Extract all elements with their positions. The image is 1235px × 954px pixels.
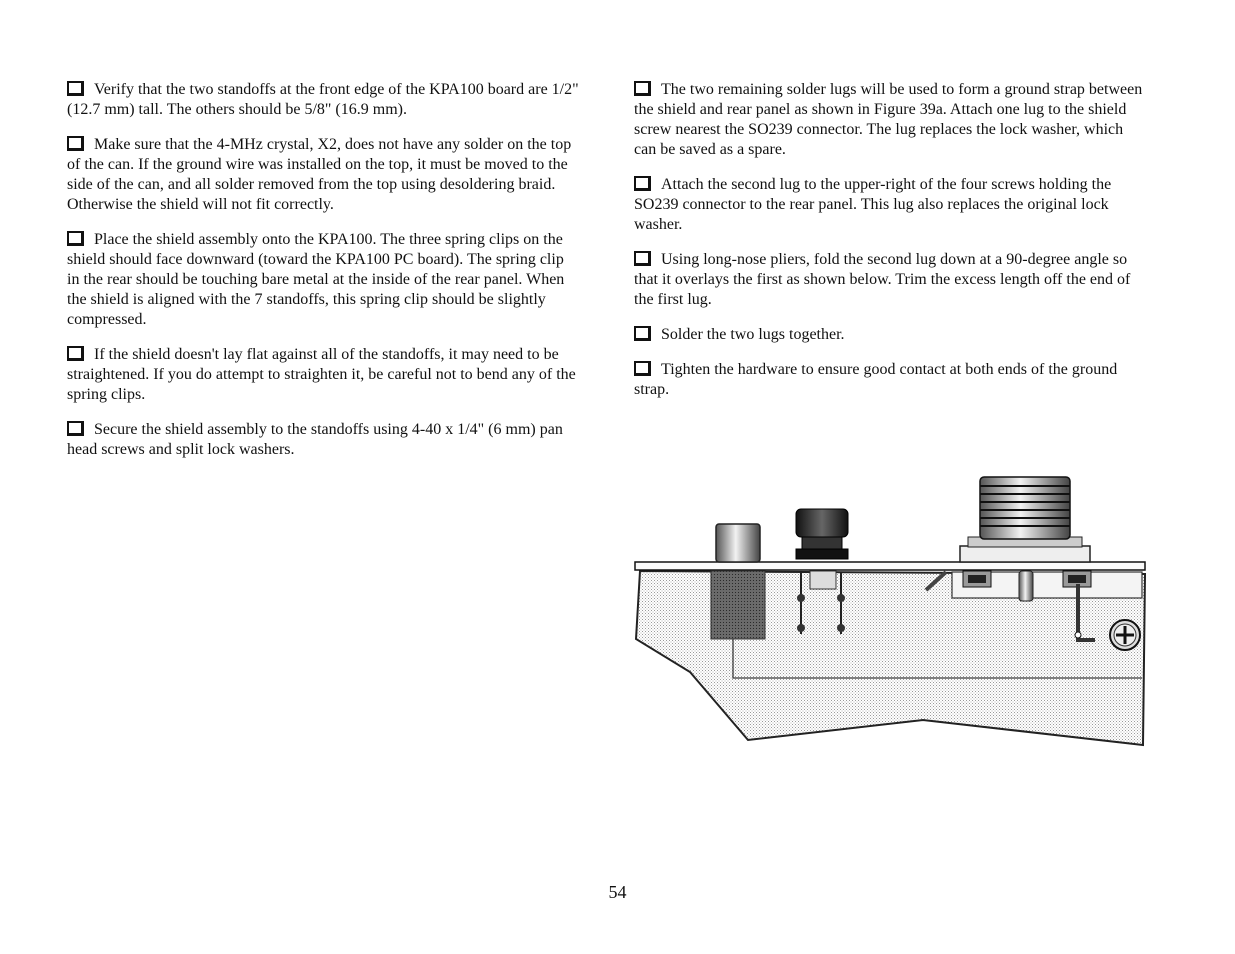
step-standoffs: Verify that the two standoffs at the front edge of the KPA100 board are 1/2" (12.7 mm) tall. The others should be 5/8" (16.9 mm). xyxy=(67,81,579,118)
step-tighten: Tighten the hardware to ensure good contact at both ends of the ground strap. xyxy=(634,361,1118,398)
step-straighten: If the shield doesn't lay flat against all of the standoffs, it may need to be straightened. If you do attempt to straighten it, be careful not to bend any of the spring clips. xyxy=(67,346,576,403)
so239-flange xyxy=(960,546,1090,562)
checkbox[interactable] xyxy=(634,81,651,96)
checkbox[interactable] xyxy=(67,346,84,361)
step-fold-lug: Using long-nose pliers, fold the second lug down at a 90-degree angle so that it overlays the first as shown below. Trim the excess length off the end of the first lug. xyxy=(634,251,1131,308)
checkbox[interactable] xyxy=(634,326,651,341)
step-place-shield: Place the shield assembly onto the KPA100. The three spring clips on the shield should face downward (toward the KPA100 PC board). The spring clip in the rear should be touching bare metal at the inside of the rear panel. When the shield is aligned with the 7 standoffs, this spring clip should be slightly compressed. xyxy=(67,231,565,328)
jack-nut xyxy=(802,537,842,549)
center-pin xyxy=(1019,571,1033,601)
checkbox[interactable] xyxy=(67,231,84,246)
page-number: 54 xyxy=(608,882,627,902)
lug-hole xyxy=(1075,632,1081,638)
step-secure: Secure the shield assembly to the standoffs using 4-40 x 1/4" (6 mm) pan head screws and split lock washers. xyxy=(67,421,563,458)
step-second-lug: Attach the second lug to the upper-right of the four screws holding the SO239 connector to the rear panel. This lug also replaces the original lock washer. xyxy=(634,176,1112,233)
step-ground-strap: The two remaining solder lugs will be used to form a ground strap between the shield and rear panel as shown in Figure 39a. Attach one lug to the shield screw nearest the SO239 connector. The lug replaces the lock washer, which can be saved as a spare. xyxy=(634,81,1143,158)
checkbox[interactable] xyxy=(67,81,84,96)
checkbox[interactable] xyxy=(634,251,651,266)
crystal-base xyxy=(711,571,765,639)
left-column xyxy=(67,80,579,475)
ground-strap-figure xyxy=(630,472,1150,752)
checkbox[interactable] xyxy=(67,136,84,151)
jack-cap xyxy=(796,509,848,537)
step-solder-lugs: Solder the two lugs together. xyxy=(634,325,1144,345)
checkbox[interactable] xyxy=(634,176,651,191)
jack-washer xyxy=(796,549,848,559)
rear-panel xyxy=(635,562,1145,570)
jack-body xyxy=(810,571,836,589)
step-crystal: Make sure that the 4-MHz crystal, X2, does not have any solder on the top of the can. If the ground wire was installed on the top, it must be moved to the side of the can, and all solder removed from the top using desoldering braid. Otherwise the shield will not fit correctly. xyxy=(67,136,572,213)
checkbox[interactable] xyxy=(67,421,84,436)
checkbox[interactable] xyxy=(634,361,651,376)
crystal-can xyxy=(716,524,760,562)
right-column xyxy=(634,80,1144,415)
